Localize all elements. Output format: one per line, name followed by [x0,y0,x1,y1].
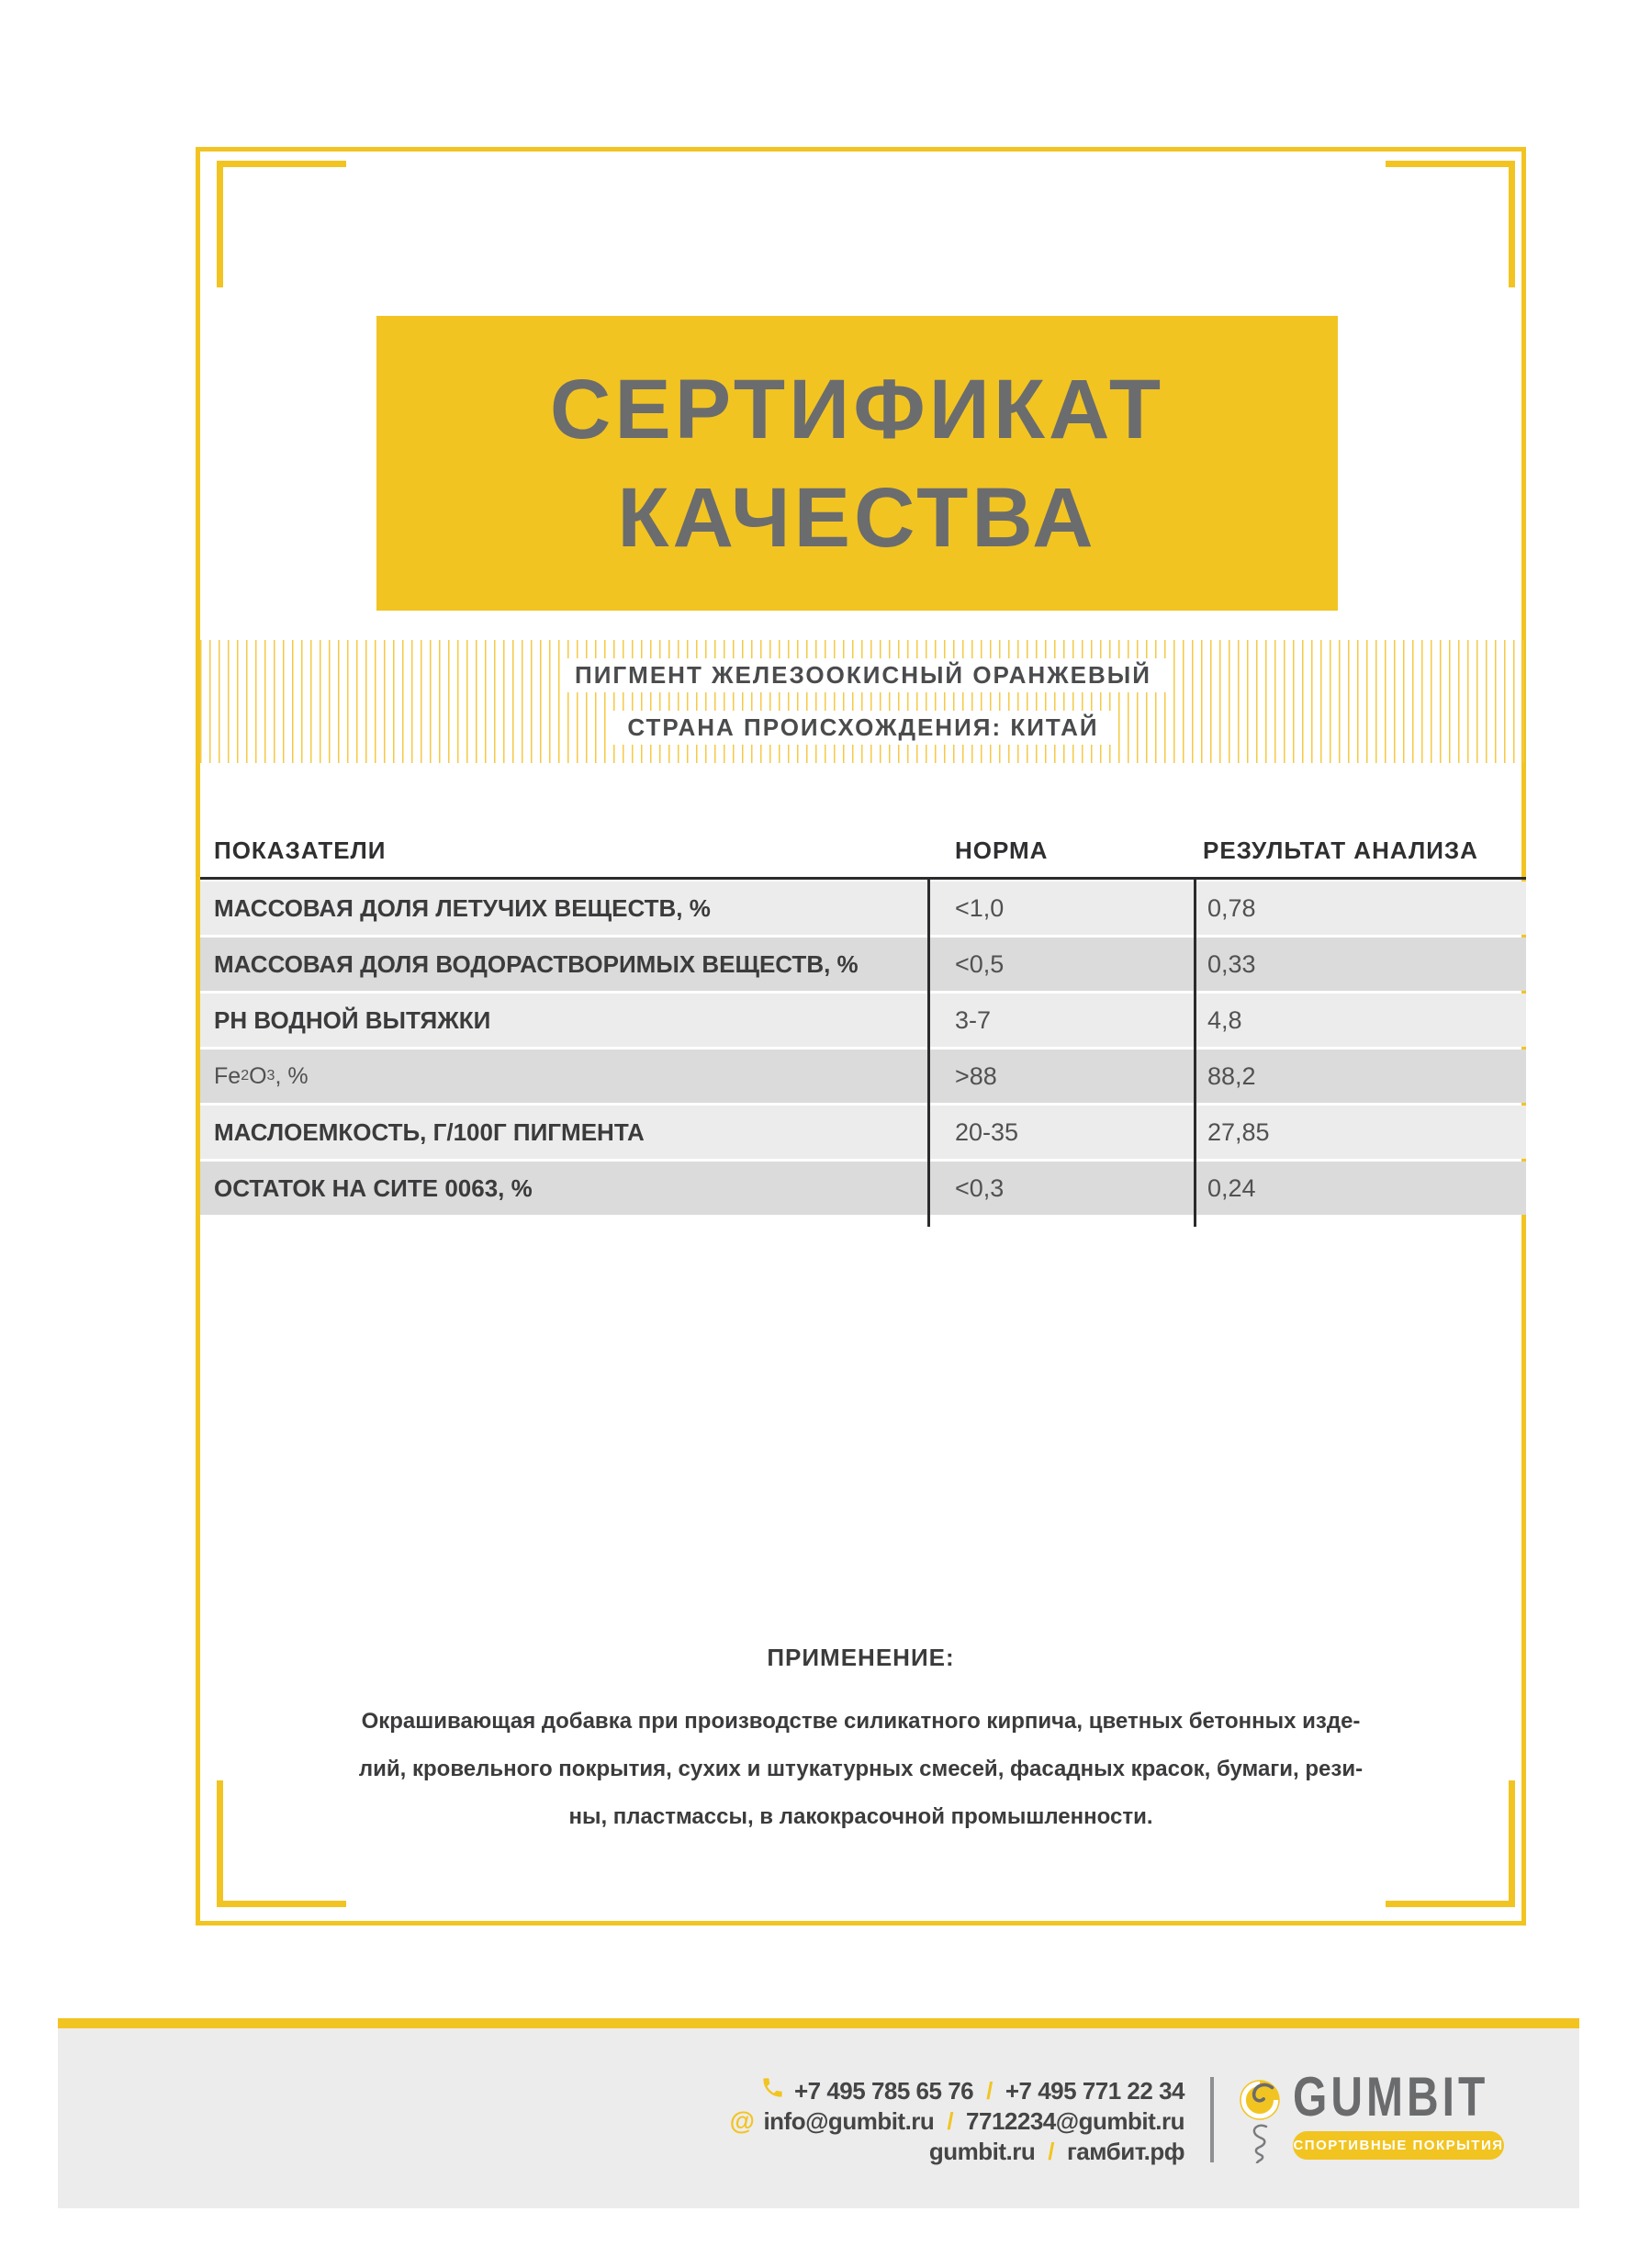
indicator-cell: ОСТАТОК НА СИТЕ 0063, % [214,1173,533,1202]
country-of-origin: СТРАНА ПРОИСХОЖДЕНИЯ: КИТАЙ [612,711,1113,745]
table-row [200,994,1526,1047]
corner-bracket-top-right [1386,161,1515,287]
email-1: info@gumbit.ru [763,2106,935,2135]
table-row [200,1050,1526,1103]
footer-divider [1210,2077,1214,2162]
slash-separator: / [986,2076,993,2105]
phone-number-2: +7 495 771 22 34 [1005,2076,1184,2105]
website-cyrillic: гамбит.рф [1066,2137,1184,2165]
gumbit-tagline-badge: СПОРТИВНЫЕ ПОКРЫТИЯ [1293,2131,1504,2160]
norm-cell: <0,3 [955,1173,1005,1202]
subtitle-band [200,640,1526,763]
email-2: 7712234@gumbit.ru [966,2106,1184,2135]
result-cell: 0,78 [1207,893,1256,922]
norm-cell: 20-35 [955,1117,1019,1146]
norm-cell: >88 [955,1061,997,1090]
phone-icon [760,2075,785,2106]
table-body [200,881,1526,1218]
gumbit-circle-icon [1236,2075,1285,2129]
norm-cell: <1,0 [955,893,1005,922]
application-line: Окрашивающая добавка при производстве силикатного кирпича, цветных бетонных изде- [361,1709,1361,1734]
indicator-cell: РН ВОДНОЙ ВЫТЯЖКИ [214,1005,491,1034]
application-line: лий, кровельного покрытия, сухих и штукатурных смесей, фасадных красок, бумаги, рези- [358,1757,1364,1781]
phone-number-1: +7 495 785 65 76 [793,2076,974,2105]
norm-cell: <0,5 [955,949,1005,978]
application-text [257,1698,1465,1841]
application-heading: ПРИМЕНЕНИЕ: [767,1644,955,1671]
footer-phones [760,2077,1184,2105]
footer-emails [730,2107,1184,2135]
table-header-row [196,829,1526,875]
table-row [200,1106,1526,1159]
table-row [200,1162,1526,1215]
title-block [376,316,1338,611]
gumbit-logo-text: GUMBIT [1293,2066,1489,2128]
at-icon: @ [729,2106,755,2135]
result-cell: 4,8 [1207,1005,1242,1034]
table-row [200,881,1526,935]
slash-separator: / [947,2106,954,2135]
slash-separator: / [1048,2137,1054,2165]
result-cell: 88,2 [1207,1061,1256,1090]
gumbit-spiral-icon [1241,2123,1276,2168]
indicator-cell: МАССОВАЯ ДОЛЯ ЛЕТУЧИХ ВЕЩЕСТВ, % [214,893,711,922]
table-row [200,938,1526,991]
indicator-cell: МАССОВАЯ ДОЛЯ ВОДОРАСТВОРИМЫХ ВЕЩЕСТВ, % [214,949,859,978]
result-cell: 0,24 [1207,1173,1256,1202]
corner-bracket-top-left [217,161,346,287]
website-ru: gumbit.ru [928,2137,1036,2165]
footer-websites [929,2138,1184,2165]
col-header-result: РЕЗУЛЬТАТ АНАЛИЗА [1203,836,1478,864]
indicator-cell: МАСЛОЕМКОСТЬ, Г/100Г ПИГМЕНТА [214,1117,645,1146]
col-header-norm: НОРМА [955,836,1049,864]
page-title-line1: СЕРТИФИКАТ [549,362,1165,456]
indicator-cell-fe2o3: Fe 2 O 3 , % [214,1062,309,1089]
page-title-line2: КАЧЕСТВА [617,470,1097,565]
norm-cell: 3-7 [955,1005,992,1034]
application-line: ны, пластмассы, в лакокрасочной промышленности. [568,1804,1153,1829]
col-header-indicators: ПОКАЗАТЕЛИ [214,836,387,864]
footer-accent-bar [58,2018,1579,2028]
column-separator-result [1194,880,1196,1227]
product-name: ПИГМЕНТ ЖЕЛЕЗООКИСНЫЙ ОРАНЖЕВЫЙ [560,658,1166,692]
table-header-underline [200,877,1526,880]
column-separator-norm [927,880,930,1227]
result-cell: 27,85 [1207,1117,1270,1146]
result-cell: 0,33 [1207,949,1256,978]
